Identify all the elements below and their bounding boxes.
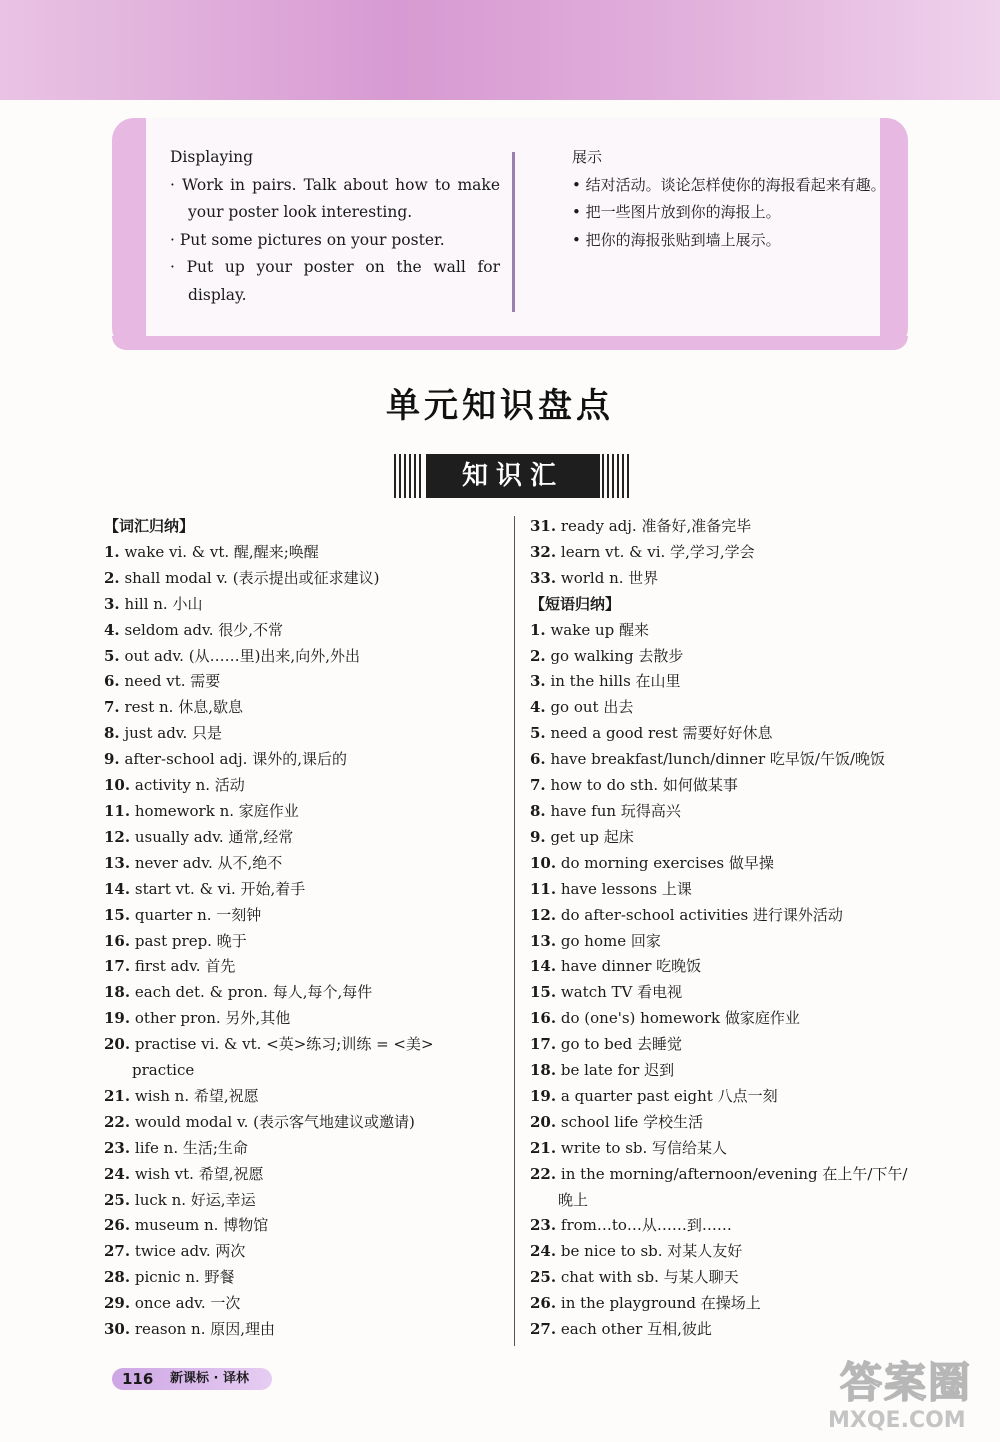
item-number: 12.: [104, 827, 131, 846]
list-item: [104, 1058, 434, 1084]
item-number: 8.: [530, 801, 546, 820]
list-item: [530, 1032, 907, 1058]
list-item: [530, 1136, 907, 1162]
item-text: a quarter past eight 八点一刻: [560, 1086, 778, 1105]
chinese-instructions: [572, 144, 902, 254]
instruction-item-cn: • 结对活动。谈论怎样使你的海报看起来有趣。: [572, 175, 886, 194]
list-item: [530, 1265, 907, 1291]
item-number: 6.: [104, 672, 120, 691]
item-text: practice: [132, 1061, 195, 1080]
item-text: 晚上: [558, 1190, 589, 1209]
list-item: [104, 1239, 434, 1265]
item-number: 2.: [104, 568, 120, 587]
item-text: have lessons 上课: [560, 879, 692, 898]
item-number: 18.: [104, 983, 131, 1002]
item-number: 26.: [530, 1294, 557, 1313]
item-number: 27.: [104, 1242, 131, 1261]
item-text: past prep. 晚于: [134, 931, 247, 950]
displaying-box-border: [112, 336, 908, 350]
item-text: hill n. 小山: [124, 594, 203, 613]
section-title: 单元知识盘点: [386, 386, 614, 426]
list-item: [104, 929, 434, 955]
item-text: out adv. (从……里)出来,向外,外出: [124, 646, 360, 665]
item-text: go out 出去: [550, 698, 634, 717]
list-item: [104, 799, 434, 825]
item-number: 13.: [530, 931, 557, 950]
list-item: [104, 1110, 434, 1136]
list-item: [104, 1265, 434, 1291]
vocabulary-heading: 【词汇归纳】: [104, 517, 195, 535]
series-label: 新课标 · 译林: [170, 1371, 249, 1386]
list-item: [104, 1213, 434, 1239]
list-item: [530, 1084, 907, 1110]
item-number: 32.: [530, 542, 557, 561]
item-text: world n. 世界: [560, 568, 659, 587]
item-number: 20.: [530, 1112, 557, 1131]
item-number: 18.: [530, 1061, 557, 1080]
item-text: start vt. & vi. 开始,着手: [134, 879, 306, 898]
item-text: seldom adv. 很少,不常: [124, 620, 283, 639]
item-number: 33.: [530, 568, 557, 587]
item-text: from…to…从……到……: [560, 1216, 732, 1235]
item-number: 29.: [104, 1294, 131, 1313]
instruction-item-cn: • 把你的海报张贴到墙上展示。: [572, 230, 781, 249]
item-text: luck n. 好运,幸运: [134, 1190, 256, 1209]
item-number: 1.: [530, 620, 546, 639]
item-text: museum n. 博物馆: [134, 1216, 269, 1235]
list-item: [104, 1291, 434, 1317]
item-text: each det. & pron. 每人,每个,每件: [134, 983, 373, 1002]
item-number: 15.: [530, 983, 557, 1002]
item-text: once adv. 一次: [134, 1294, 241, 1313]
item-number: 25.: [530, 1268, 557, 1287]
item-number: 16.: [530, 1009, 557, 1028]
list-item: [104, 669, 434, 695]
item-text: after-school adj. 课外的,课后的: [124, 750, 347, 769]
item-number: 2.: [530, 646, 546, 665]
footer-badge: [112, 1368, 272, 1390]
list-item: [530, 1239, 907, 1265]
item-number: 25.: [104, 1190, 131, 1209]
item-text: homework n. 家庭作业: [134, 801, 299, 820]
item-number: 7.: [530, 776, 546, 795]
item-number: 24.: [104, 1164, 131, 1183]
item-text: ready adj. 准备好,准备完毕: [560, 517, 752, 535]
item-number: 11.: [104, 801, 131, 820]
list-item: [530, 1188, 907, 1214]
list-item: [530, 695, 907, 721]
item-text: practise vi. & vt. <英>练习;训练 = <美>: [134, 1035, 434, 1054]
item-text: reason n. 原因,理由: [134, 1320, 276, 1339]
watermark: [828, 1350, 988, 1440]
item-text: how to do sth. 如何做某事: [550, 776, 738, 795]
item-text: in the playground 在操场上: [560, 1294, 761, 1313]
item-number: 9.: [104, 750, 120, 769]
item-number: 4.: [104, 620, 120, 639]
item-text: first adv. 首先: [134, 957, 236, 976]
list-divider: [514, 516, 515, 1346]
list-item: [104, 540, 434, 566]
item-text: write to sb. 写信给某人: [560, 1138, 728, 1157]
item-number: 28.: [104, 1268, 131, 1287]
banner-stripes-right: [602, 454, 632, 498]
item-text: wish n. 希望,祝愿: [134, 1086, 259, 1105]
list-item: [530, 877, 907, 903]
item-number: 17.: [104, 957, 131, 976]
item-text: wake up 醒来: [550, 620, 650, 639]
item-number: 8.: [104, 724, 120, 743]
list-item: [530, 566, 907, 592]
item-text: just adv. 只是: [124, 724, 223, 743]
phrases-heading: 【短语归纳】: [530, 594, 621, 613]
column-divider: [512, 152, 515, 312]
displaying-heading: Displaying: [170, 148, 254, 166]
header-decorative-band: [0, 0, 1000, 100]
list-item: [104, 1084, 434, 1110]
item-number: 10.: [530, 853, 557, 872]
item-text: rest n. 休息,歇息: [124, 698, 243, 717]
item-text: do morning exercises 做早操: [560, 853, 774, 872]
list-item: [530, 618, 907, 644]
list-item: [104, 1188, 434, 1214]
list-item: [530, 929, 907, 955]
knowledge-banner: [394, 454, 632, 498]
item-number: 15.: [104, 905, 131, 924]
vocabulary-list: [104, 514, 434, 1343]
item-text: activity n. 活动: [134, 776, 245, 795]
item-text: other pron. 另外,其他: [134, 1009, 291, 1028]
item-text: have fun 玩得高兴: [550, 801, 681, 820]
item-text: quarter n. 一刻钟: [134, 905, 262, 924]
item-number: 23.: [530, 1216, 557, 1235]
item-number: 19.: [530, 1086, 557, 1105]
list-item: [530, 540, 907, 566]
item-number: 16.: [104, 931, 131, 950]
watermark-logo-text: 答案圈: [840, 1358, 973, 1407]
item-number: 22.: [530, 1164, 557, 1183]
item-number: 19.: [104, 1009, 131, 1028]
instruction-item: · Work in pairs. Talk about how to make your poster look interesting.: [170, 175, 500, 221]
list-item: [530, 514, 907, 540]
item-number: 14.: [104, 879, 131, 898]
item-text: life n. 生活;生命: [134, 1138, 248, 1157]
watermark-url: MXQE.COM: [828, 1408, 966, 1433]
list-item: [530, 851, 907, 877]
item-text: have breakfast/lunch/dinner 吃早饭/午饭/晚饭: [550, 750, 886, 769]
item-text: do after-school activities 进行课外活动: [560, 905, 843, 924]
instruction-item: · Put up your poster on the wall for display.: [170, 258, 500, 304]
list-item: [530, 644, 907, 670]
list-item: [530, 1213, 907, 1239]
list-item: [530, 1006, 907, 1032]
item-text: twice adv. 两次: [134, 1242, 246, 1261]
list-item: [104, 644, 434, 670]
item-number: 27.: [530, 1320, 557, 1339]
item-text: be late for 迟到: [560, 1061, 675, 1080]
vocabulary-phrases-list: [530, 514, 907, 1343]
item-text: never adv. 从不,绝不: [134, 853, 283, 872]
item-number: 22.: [104, 1112, 131, 1131]
item-number: 9.: [530, 827, 546, 846]
list-item: [104, 618, 434, 644]
instruction-item: · Put some pictures on your poster.: [170, 230, 445, 249]
list-item: [530, 1162, 907, 1188]
item-number: 20.: [104, 1035, 131, 1054]
list-item: [104, 980, 434, 1006]
item-text: go walking 去散步: [550, 646, 684, 665]
item-text: wake vi. & vt. 醒,醒来;唤醒: [124, 542, 319, 561]
item-text: picnic n. 野餐: [134, 1268, 235, 1287]
item-text: be nice to sb. 对某人友好: [560, 1242, 743, 1261]
item-number: 30.: [104, 1320, 131, 1339]
displaying-box: [112, 118, 908, 350]
list-item: [530, 1110, 907, 1136]
item-number: 14.: [530, 957, 557, 976]
item-number: 7.: [104, 698, 120, 717]
list-item: [530, 721, 907, 747]
list-item: [530, 1317, 907, 1343]
item-number: 4.: [530, 698, 546, 717]
list-item: [530, 773, 907, 799]
list-item: [104, 747, 434, 773]
item-text: go to bed 去睡觉: [560, 1035, 682, 1054]
item-number: 21.: [530, 1138, 557, 1157]
instruction-item-cn: • 把一些图片放到你的海报上。: [572, 203, 781, 221]
item-text: in the morning/afternoon/evening 在上午/下午/: [560, 1164, 908, 1183]
list-item: [530, 747, 907, 773]
list-item: [104, 825, 434, 851]
item-text: shall modal v. (表示提出或征求建议): [124, 568, 380, 587]
list-item: [104, 1006, 434, 1032]
banner-stripes-left: [394, 454, 424, 498]
item-text: would modal v. (表示客气地建议或邀请): [134, 1112, 415, 1131]
item-text: usually adv. 通常,经常: [134, 827, 294, 846]
item-number: 5.: [530, 724, 546, 743]
item-text: watch TV 看电视: [560, 983, 683, 1002]
item-text: have dinner 吃晚饭: [560, 957, 702, 976]
list-item: [530, 669, 907, 695]
item-number: 11.: [530, 879, 557, 898]
item-number: 3.: [104, 594, 120, 613]
item-number: 1.: [104, 542, 120, 561]
list-item: [104, 1317, 434, 1343]
list-item: [104, 592, 434, 618]
item-number: 17.: [530, 1035, 557, 1054]
item-number: 5.: [104, 646, 120, 665]
item-text: each other 互相,彼此: [560, 1320, 712, 1339]
list-item: [104, 954, 434, 980]
item-text: in the hills 在山里: [550, 672, 681, 691]
item-text: go home 回家: [560, 931, 661, 950]
list-item: [104, 1162, 434, 1188]
list-item: [104, 773, 434, 799]
item-number: 24.: [530, 1242, 557, 1261]
item-text: do (one's) homework 做家庭作业: [560, 1009, 800, 1028]
list-item: [530, 799, 907, 825]
list-item: [104, 721, 434, 747]
page-number: 116: [122, 1370, 154, 1388]
item-number: 12.: [530, 905, 557, 924]
item-number: 13.: [104, 853, 131, 872]
english-instructions: [170, 144, 500, 309]
item-text: get up 起床: [550, 827, 634, 846]
item-number: 3.: [530, 672, 546, 691]
item-text: learn vt. & vi. 学,学习,学会: [560, 542, 755, 561]
list-item: [530, 980, 907, 1006]
item-text: need a good rest 需要好好休息: [550, 724, 773, 743]
item-text: need vt. 需要: [124, 672, 221, 691]
list-item: [530, 1291, 907, 1317]
item-number: 10.: [104, 776, 131, 795]
list-item: [104, 1032, 434, 1058]
list-item: [104, 566, 434, 592]
list-item: [104, 851, 434, 877]
item-text: chat with sb. 与某人聊天: [560, 1268, 739, 1287]
list-item: [104, 877, 434, 903]
displaying-heading-cn: 展示: [572, 148, 603, 166]
list-item: [530, 954, 907, 980]
list-item: [530, 1058, 907, 1084]
banner-label: 知识汇: [426, 454, 600, 498]
list-item: [530, 825, 907, 851]
item-text: wish vt. 希望,祝愿: [134, 1164, 264, 1183]
item-number: 6.: [530, 750, 546, 769]
list-item: [104, 903, 434, 929]
item-number: 23.: [104, 1138, 131, 1157]
item-text: school life 学校生活: [560, 1112, 704, 1131]
item-number: 31.: [530, 517, 557, 535]
item-number: 21.: [104, 1086, 131, 1105]
list-item: [530, 903, 907, 929]
list-item: [104, 695, 434, 721]
list-item: [104, 1136, 434, 1162]
item-number: 26.: [104, 1216, 131, 1235]
